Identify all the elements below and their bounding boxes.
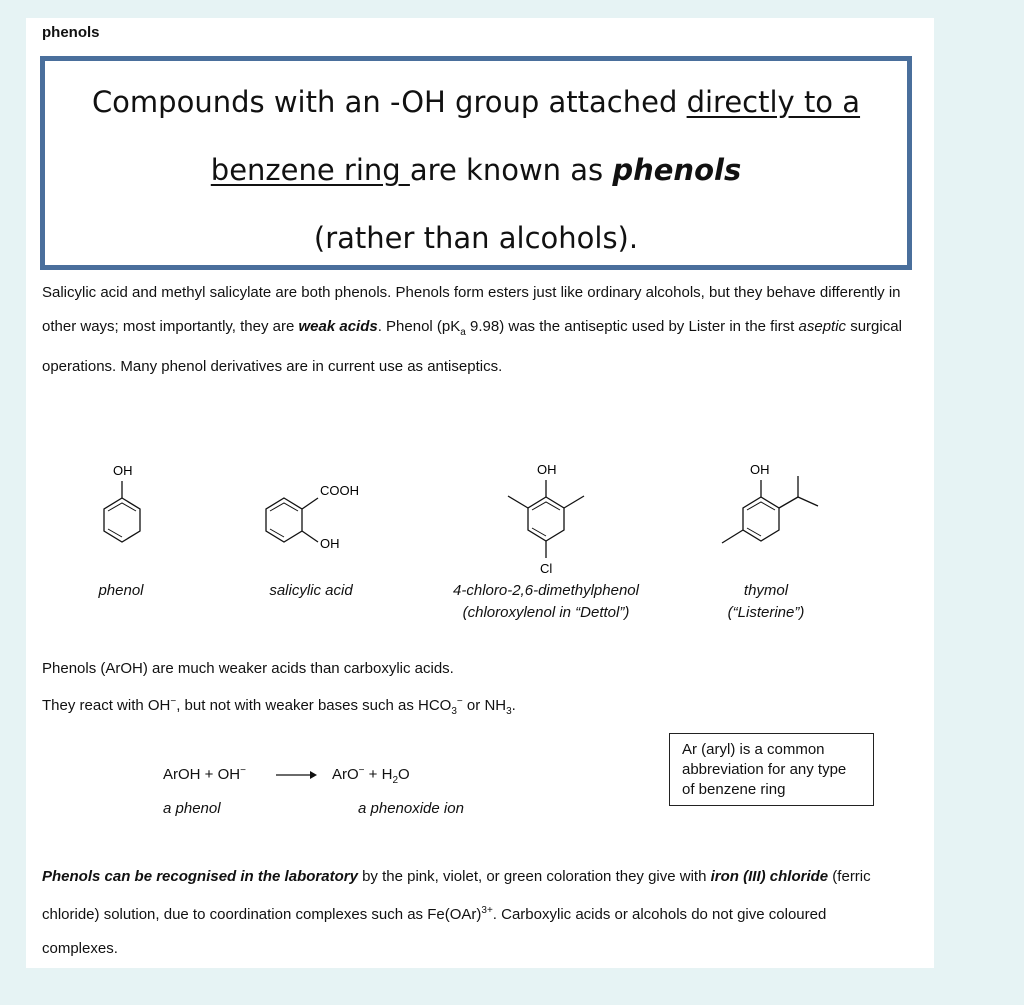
intro-italic: aseptic: [798, 318, 847, 335]
intro-text: surgical operations. Many phenol derivatives are in current use as antiseptics.: [42, 318, 902, 375]
acidity-line-1: Phenols (ArOH) are much weaker acids than carboxylic acids.: [42, 660, 454, 677]
acidity-text: , but not with weaker bases such as HCO: [176, 697, 452, 714]
reaction-products: + H: [364, 766, 393, 783]
caption-chloroxylenol-product: (chloroxylenol in “Dettol”): [462, 604, 630, 621]
test-text: . Carboxylic acids or alcohols do not give coloured complexes.: [42, 906, 827, 957]
test-emphasis: Phenols can be recognised in the laboratory: [42, 868, 358, 885]
reaction-rhs: $ArO^- + H_2O$: [332, 765, 410, 786]
definition-text: Compounds with an -OH group attached: [91, 85, 687, 119]
pka-subscript: a: [460, 327, 466, 338]
oh-label: OH: [750, 462, 770, 477]
definition-box: [40, 56, 912, 270]
intro-paragraph: [42, 276, 902, 384]
test-emphasis: iron (III) chloride: [710, 868, 829, 885]
test-text: (ferric chloride) solution, due to coordination complexes such as Fe(OAr): [42, 868, 871, 923]
page-heading: phenols: [42, 24, 100, 41]
chloroxylenol-structure: [496, 450, 596, 575]
reaction-products: O: [398, 766, 410, 783]
reaction-reactants: ArOH + OH: [163, 766, 241, 783]
definition-line-1: [45, 85, 907, 119]
acidity-text: .: [511, 697, 516, 714]
definition-line-3: (rather than alcohols).: [313, 221, 639, 255]
oh-label: OH: [537, 462, 557, 477]
reaction-label-phenol: a phenol: [163, 800, 221, 817]
caption-thymol-name: thymol: [743, 582, 789, 599]
acidity-text: They react with OH: [42, 697, 171, 714]
reaction-arrow-icon: [274, 768, 319, 782]
intro-text: Salicylic acid and methyl salicylate are both phenols. Phenols form esters just like ordinary alcohols, but they behave differently in other ways; most importantly, they are: [42, 284, 901, 335]
intro-emphasis: weak acids: [298, 318, 378, 335]
intro-text: . Phenol (pK: [377, 318, 461, 335]
aryl-note-box: Ar (aryl) is a common abbreviation for any type of benzene ring: [669, 733, 874, 806]
acidity-line-2: They react with OH−, but not with weaker bases such as $HCO_3^-$ or $NH_3$.: [42, 696, 516, 717]
test-paragraph: [42, 860, 902, 966]
intro-text: 9.98) was the antiseptic used by Lister in the first: [465, 318, 799, 335]
test-text: by the pink, violet, or green coloration they give with: [357, 868, 711, 885]
oh-label: OH: [113, 463, 133, 478]
document-page: [26, 18, 934, 968]
caption-chloroxylenol: [416, 580, 676, 624]
caption-phenol: phenol: [98, 582, 144, 599]
definition-term: phenols: [612, 153, 742, 187]
phenol-structure: [84, 453, 164, 553]
cl-label: Cl: [540, 561, 553, 575]
thymol-structure: [706, 450, 826, 565]
definition-text: are known as: [409, 153, 613, 187]
reaction-products: ArO: [332, 766, 359, 783]
charge-superscript: 3+: [481, 905, 493, 916]
caption-salicylic-acid: salicylic acid: [269, 582, 353, 599]
oh-label: OH: [320, 536, 340, 551]
reaction-lhs: ArOH + OH−: [163, 765, 246, 783]
caption-thymol-product: (“Listerine”): [727, 604, 805, 621]
cooh-label: COOH: [320, 483, 359, 498]
definition-underlined-text: benzene ring: [210, 153, 410, 187]
definition-underlined-text: directly to a: [686, 85, 861, 119]
caption-thymol: [696, 580, 836, 624]
caption-chloroxylenol-name: 4-chloro-2,6-dimethylphenol: [453, 582, 639, 599]
definition-line-2: [45, 153, 907, 187]
reaction-label-phenoxide: a phenoxide ion: [358, 800, 464, 817]
acidity-text: or NH: [462, 697, 507, 714]
salicylic-acid-structure: [248, 478, 378, 558]
